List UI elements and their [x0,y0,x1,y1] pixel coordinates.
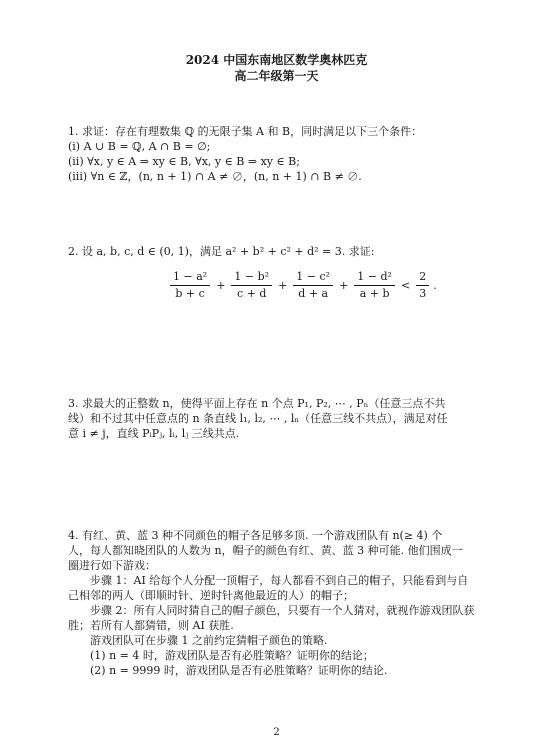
fraction-rhs-numerator: 2 [416,270,429,286]
fraction-a-numerator: 1 − a² [170,270,210,286]
fraction-b [231,270,272,301]
plus-sign: + [216,279,226,292]
problem-1-condition-iii: (iii) ∀n ∈ ℤ，(n, n + 1) ∩ A ≠ ∅，(n, n + 1) ∩ B ≠ ∅. [68,170,362,183]
problem-3-line-2: 线）和不过其中任意点的 n 条直线 l₁, l₂, ⋯ , lₙ（任意三线不共点），满足对任 [68,412,448,425]
problem-1 [68,124,488,184]
fraction-a-denominator: b + c [175,287,205,300]
fraction-b-numerator: 1 − b² [231,270,272,286]
problem-4-step-2: 步骤 2：所有人同时猜自己的帽子颜色，只要有一个人猜对，就视作游戏团队获 [90,604,475,617]
less-than-sign: < [400,279,411,292]
fraction-d-numerator: 1 − d² [354,270,395,286]
problem-4-strategy-note: 游戏团队可在步骤 1 之前约定猜帽子颜色的策略. [90,634,328,647]
fraction-c [293,270,333,301]
fraction-b-denominator: c + d [237,287,267,300]
page-title: 2024 中国东南地区数学奥林匹克 [185,53,368,67]
problem-4-step-1: 步骤 1：AI 给每个人分配一顶帽子，每人都看不到自己的帽子，只能看到与自 [90,574,469,587]
problem-2-inequality [166,270,437,301]
problem-3-line-3: 意 i ≠ j，直线 PᵢPⱼ, lᵢ, lⱼ 三线共点. [68,427,240,440]
problem-4 [68,528,488,678]
problem-4-line-3: 圈进行如下游戏： [68,559,156,572]
problem-2-statement: 2. 设 a, b, c, d ∈ (0, 1)，满足 a² + b² + c² + d² = 3. 求证: [68,245,375,258]
fraction-c-denominator: d + a [298,287,329,300]
page-subtitle: 高二年级第一天 [234,69,319,83]
problem-4-question-2: (2) n = 9999 时，游戏团队是否有必胜策略？证明你的结论. [90,664,388,677]
page-number: 2 [273,727,280,738]
fraction-c-numerator: 1 − c² [293,270,333,286]
problem-2 [68,244,488,259]
problem-1-condition-ii: (ii) ∀x, y ∈ A ⇒ xy ∈ B, ∀x, y ∈ B ⇒ xy ∈ B; [68,155,300,168]
fraction-rhs-denominator: 3 [419,287,427,300]
problem-4-question-1: (1) n = 4 时，游戏团队是否有必胜策略？证明你的结论； [90,649,374,662]
formula-period: . [433,279,437,292]
problem-4-step-1-cont: 己相邻的两人（即顺时针、逆时针离他最近的人）的帽子； [68,589,354,602]
fraction-d [354,270,395,301]
plus-sign: + [339,279,349,292]
problem-3-line-1: 3. 求最大的正整数 n，使得平面上存在 n 个点 P₁, P₂, ⋯ , Pₙ（任意三点不共 [68,397,446,410]
problem-3 [68,396,488,441]
fraction-d-denominator: a + b [359,287,390,300]
problem-1-condition-i: (i) A ∪ B = ℚ, A ∩ B = ∅; [68,140,211,153]
problem-1-statement: 1. 求证：存在有理数集 ℚ 的无限子集 A 和 B，同时满足以下三个条件： [68,125,423,138]
problem-4-step-2-cont: 胜；若所有人都猜错，则 AI 获胜. [68,619,234,632]
plus-sign: + [278,279,288,292]
problem-4-line-2: 人，每人都知晓团队的人数为 n，帽子的颜色有红、黄、蓝 3 种可能. 他们围成一 [68,544,463,557]
fraction-a [170,270,210,301]
problem-4-line-1: 4. 有红、黄、蓝 3 种不同颜色的帽子各足够多顶. 一个游戏团队有 n(≥ 4) 个 [68,529,443,542]
fraction-rhs [416,270,429,301]
